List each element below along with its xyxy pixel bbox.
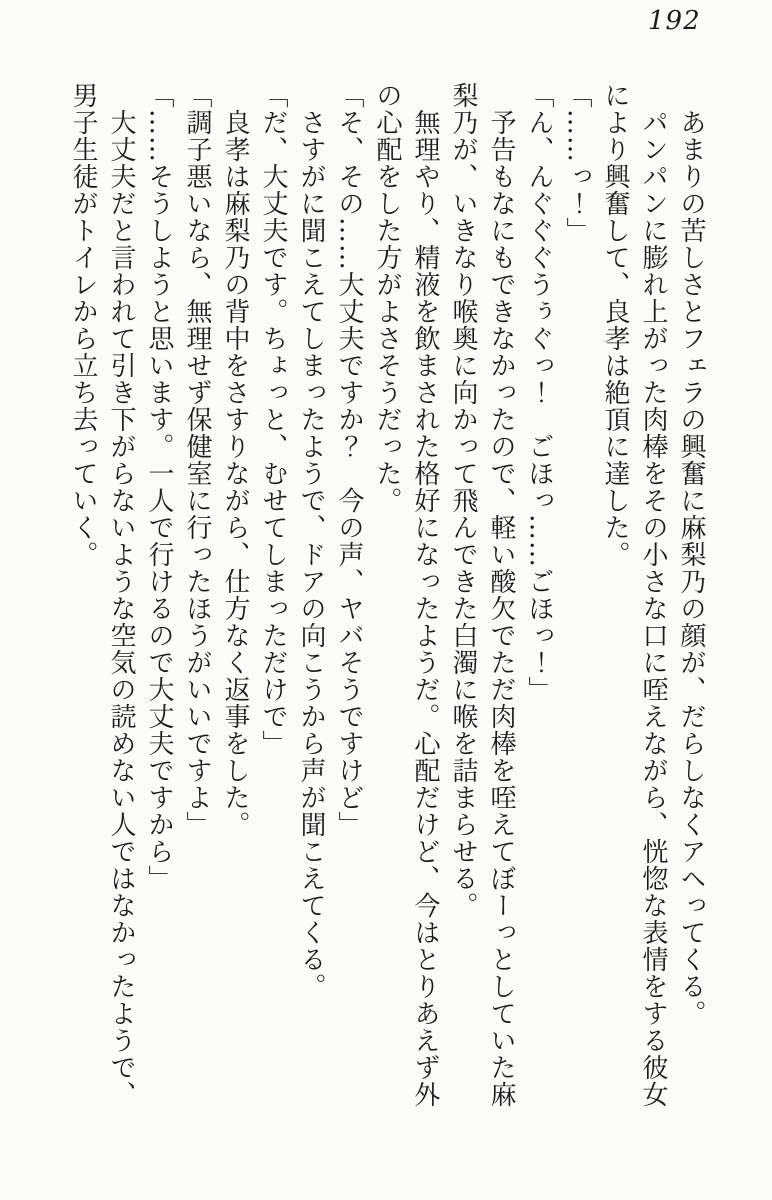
paragraph-dialogue: 「……っ！」 (562, 82, 592, 244)
paragraph-dialogue: 「だ、大丈夫です。ちょっと、むせてしまっただけで」 (258, 82, 288, 757)
vertical-text-body (60, 82, 710, 1120)
paragraph: パンパンに膨れ上がった肉棒をその小さな口に咥えながら、恍惚な表情をする彼女により興奮して、良孝は絶頂に達した。 (600, 82, 668, 1108)
paragraph: さすがに聞こえてしまったようで、ドアの向こうから声が聞こえてくる。 (296, 109, 326, 1000)
paragraph: 無理やり、精液を飲まされた格好になったようだ。心配だけど、今はとりあえず外の心配をした方がよさそうだった。 (372, 82, 440, 1108)
paragraph: 大丈夫だと言われて引き下がらないような空気の読めない人ではなかったようで、男子生徒がトイレから立ち去っていく。 (68, 82, 136, 1108)
paragraph: 良孝は麻梨乃の背中をさすりながら、仕方なく返事をした。 (220, 109, 250, 838)
page-number: 192 (648, 6, 701, 36)
paragraph-dialogue: 「……そうしようと思います。一人で行けるので大丈夫ですから」 (144, 82, 174, 892)
paragraph-dialogue: 「ん、んぐぐぐうぅぐっ！ ごほっ……ごほっ！」 (524, 82, 554, 703)
paragraph-dialogue: 「そ、その……大丈夫ですか？ 今の声、ヤバそうですけど」 (334, 82, 364, 838)
paragraph: あまりの苦しさとフェラの興奮に麻梨乃の顔が、だらしなくアヘってくる。 (676, 109, 706, 1027)
paragraph: 予告もなにもできなかったので、軽い酸欠でただ肉棒を咥えてぼーっとしていた麻梨乃が、いきなり喉奥に向かって飛んできた白濁に喉を詰まらせる。 (448, 82, 516, 1108)
paragraph-dialogue: 「調子悪いなら、無理せず保健室に行ったほうがいいですよ」 (182, 82, 212, 838)
